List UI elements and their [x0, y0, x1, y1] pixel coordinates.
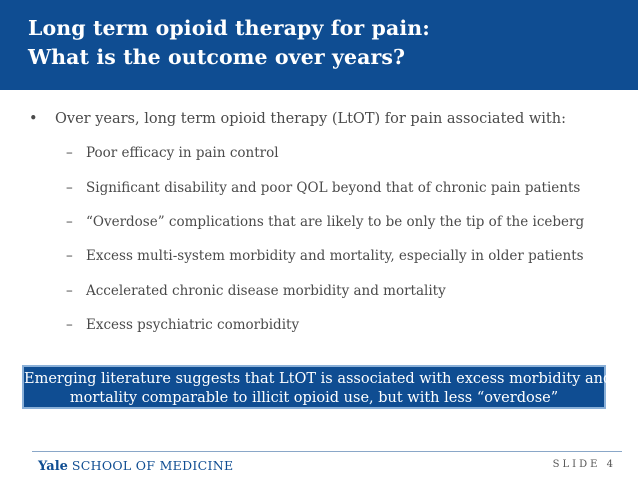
slide-title-line-1: Long term opioid therapy for pain: [28, 16, 430, 40]
slide-number-value: 4 [606, 459, 616, 470]
sub-bullet-text: Excess multi-system morbidity and mortality, especially in older patients [86, 248, 584, 264]
dash-icon: – [66, 248, 73, 264]
dash-icon: – [66, 214, 73, 230]
sub-bullet-text: Significant disability and poor QOL beyond that of chronic pain patients [86, 180, 581, 196]
dash-icon: – [66, 317, 73, 333]
sub-bullet-text: Accelerated chronic disease morbidity and mortality [86, 283, 446, 299]
bullet-icon: • [29, 111, 38, 127]
title-bar [0, 0, 638, 90]
dash-icon: – [66, 145, 73, 161]
callout-box [22, 365, 613, 409]
logo-yale-word: Yale [38, 459, 68, 474]
dash-icon: – [66, 283, 73, 299]
yale-school-of-medicine-logo [38, 458, 233, 474]
sub-bullet-text: Poor efficacy in pain control [86, 145, 279, 161]
callout-text-line-2: mortality comparable to illicit opioid use, but with less “overdose” [69, 390, 559, 406]
dash-icon: – [66, 180, 73, 196]
slide-label: SLIDE [552, 459, 601, 470]
callout-text-line-1: Emerging literature suggests that LtOT is associated with excess morbidity and [24, 371, 613, 387]
sub-bullet-text: “Overdose” complications that are likely to be only the tip of the iceberg [86, 214, 585, 230]
main-bullet-text: Over years, long term opioid therapy (LtOT) for pain associated with: [55, 111, 566, 127]
sub-bullet-text: Excess psychiatric comorbidity [86, 317, 300, 333]
slide-number [553, 459, 616, 470]
slide-title-line-2: What is the outcome over years? [28, 45, 406, 69]
footer-divider [32, 451, 622, 452]
logo-school-name: SCHOOL OF MEDICINE [71, 458, 234, 473]
